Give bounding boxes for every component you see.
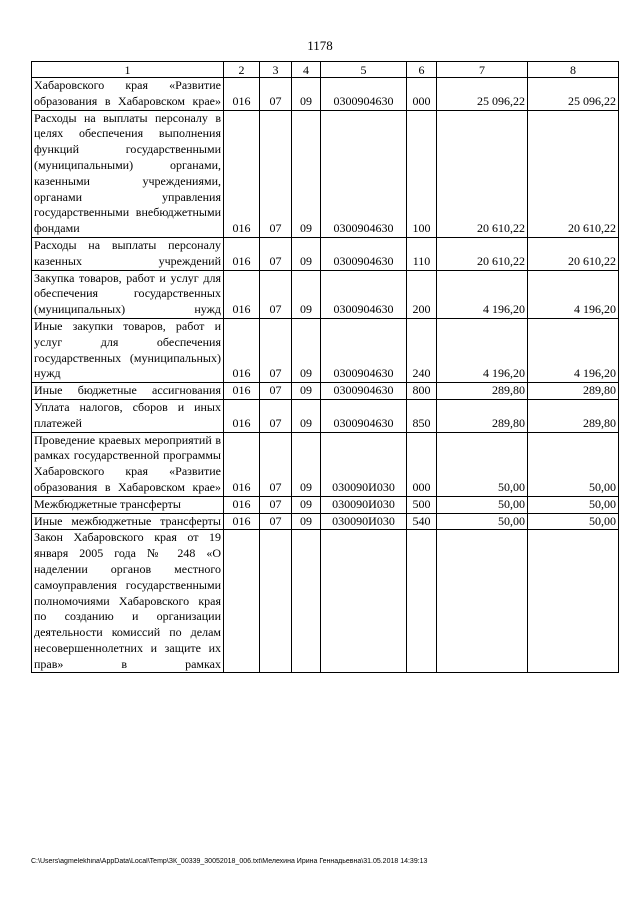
row-csr: 0300904630 <box>321 237 407 270</box>
row-sum-2: 289,80 <box>528 399 619 432</box>
row-rz <box>260 530 292 673</box>
row-name: Закон Хабаровского края от 19 января 2005 года № 248 «О наделении органов местного самоуправления государственными полномочиями Хабаровского края по созданию и организации деятельности комиссий по делам несовершеннолетних и защите их прав» в рамках <box>32 530 224 673</box>
row-gr: 016 <box>224 110 260 237</box>
row-rz: 07 <box>260 496 292 513</box>
row-sum-2: 4 196,20 <box>528 270 619 318</box>
row-pr: 09 <box>292 78 321 111</box>
table-row <box>32 399 619 432</box>
row-sum-1: 289,80 <box>437 399 528 432</box>
row-sum-1: 20 610,22 <box>437 237 528 270</box>
row-name: Расходы на выплаты персоналу в целях обеспечения выполнения функций государственными (муниципальными) органами, казенными учреждениями, органами управления государственными внебюджетными фондами <box>32 110 224 237</box>
row-gr: 016 <box>224 513 260 530</box>
header-col-4: 4 <box>292 62 321 78</box>
row-gr: 016 <box>224 318 260 382</box>
row-gr <box>224 530 260 673</box>
row-name: Уплата налогов, сборов и иных платежей <box>32 399 224 432</box>
header-col-5: 5 <box>321 62 407 78</box>
row-sum-2: 20 610,22 <box>528 110 619 237</box>
row-pr: 09 <box>292 270 321 318</box>
row-sum-1: 289,80 <box>437 383 528 400</box>
table-header-row <box>32 62 619 78</box>
row-rz: 07 <box>260 432 292 496</box>
row-vr: 540 <box>407 513 437 530</box>
row-name: Иные бюджетные ассигнования <box>32 383 224 400</box>
row-csr: 0300904630 <box>321 78 407 111</box>
row-vr <box>407 530 437 673</box>
row-sum-1: 4 196,20 <box>437 318 528 382</box>
row-name: Межбюджетные трансферты <box>32 496 224 513</box>
row-sum-2: 20 610,22 <box>528 237 619 270</box>
table-row <box>32 270 619 318</box>
row-csr: 0300904630 <box>321 383 407 400</box>
page-number: 1178 <box>307 38 333 53</box>
table-row <box>32 530 619 673</box>
row-pr: 09 <box>292 237 321 270</box>
row-pr <box>292 530 321 673</box>
row-vr: 500 <box>407 496 437 513</box>
row-vr: 100 <box>407 110 437 237</box>
table-row <box>32 432 619 496</box>
row-sum-2: 50,00 <box>528 432 619 496</box>
header-col-2: 2 <box>224 62 260 78</box>
row-rz: 07 <box>260 237 292 270</box>
row-sum-2: 50,00 <box>528 496 619 513</box>
table-row <box>32 496 619 513</box>
row-rz: 07 <box>260 399 292 432</box>
row-csr: 0300904630 <box>321 399 407 432</box>
row-gr: 016 <box>224 432 260 496</box>
row-sum-2: 289,80 <box>528 383 619 400</box>
row-gr: 016 <box>224 78 260 111</box>
row-csr: 030090И030 <box>321 432 407 496</box>
row-csr: 030090И030 <box>321 496 407 513</box>
row-sum-1 <box>437 530 528 673</box>
row-rz: 07 <box>260 513 292 530</box>
row-gr: 016 <box>224 399 260 432</box>
row-rz: 07 <box>260 78 292 111</box>
row-gr: 016 <box>224 496 260 513</box>
table-row <box>32 318 619 382</box>
row-name: Расходы на выплаты персоналу казенных учреждений <box>32 237 224 270</box>
row-sum-2: 25 096,22 <box>528 78 619 111</box>
row-rz: 07 <box>260 383 292 400</box>
row-vr: 850 <box>407 399 437 432</box>
row-pr: 09 <box>292 399 321 432</box>
header-col-1: 1 <box>32 62 224 78</box>
row-name: Иные закупки товаров, работ и услуг для обеспечения государственных (муниципальных) нужд <box>32 318 224 382</box>
row-pr: 09 <box>292 496 321 513</box>
row-sum-1: 4 196,20 <box>437 270 528 318</box>
row-rz: 07 <box>260 270 292 318</box>
row-csr: 0300904630 <box>321 110 407 237</box>
row-sum-1: 50,00 <box>437 432 528 496</box>
row-vr: 240 <box>407 318 437 382</box>
row-sum-1: 50,00 <box>437 513 528 530</box>
row-sum-1: 20 610,22 <box>437 110 528 237</box>
row-name: Закупка товаров, работ и услуг для обеспечения государственных (муниципальных) нужд <box>32 270 224 318</box>
row-gr: 016 <box>224 270 260 318</box>
row-name: Проведение краевых мероприятий в рамках государственной программы Хабаровского края «Развитие образования в Хабаровском крае» <box>32 432 224 496</box>
row-csr <box>321 530 407 673</box>
row-sum-2: 4 196,20 <box>528 318 619 382</box>
row-sum-2 <box>528 530 619 673</box>
row-sum-1: 50,00 <box>437 496 528 513</box>
row-gr: 016 <box>224 237 260 270</box>
row-sum-2: 50,00 <box>528 513 619 530</box>
row-pr: 09 <box>292 318 321 382</box>
row-vr: 110 <box>407 237 437 270</box>
table-row <box>32 237 619 270</box>
header-col-8: 8 <box>528 62 619 78</box>
row-pr: 09 <box>292 513 321 530</box>
file-path-footer: C:\Users\agmelekhina\AppData\Local\Temp\ЗК_00339_30052018_006.txt\Мелехина Ирина Геннадьевна\31.05.2018 14:39:13 <box>31 858 428 865</box>
row-pr: 09 <box>292 432 321 496</box>
table-row <box>32 110 619 237</box>
table-row <box>32 383 619 400</box>
row-pr: 09 <box>292 383 321 400</box>
row-sum-1: 25 096,22 <box>437 78 528 111</box>
row-vr: 000 <box>407 78 437 111</box>
header-col-6: 6 <box>407 62 437 78</box>
row-rz: 07 <box>260 318 292 382</box>
header-col-7: 7 <box>437 62 528 78</box>
row-csr: 0300904630 <box>321 270 407 318</box>
header-col-3: 3 <box>260 62 292 78</box>
row-rz: 07 <box>260 110 292 237</box>
row-gr: 016 <box>224 383 260 400</box>
row-vr: 000 <box>407 432 437 496</box>
row-pr: 09 <box>292 110 321 237</box>
row-name: Иные межбюджетные трансферты <box>32 513 224 530</box>
row-csr: 0300904630 <box>321 318 407 382</box>
row-name: Хабаровского края «Развитие образования в Хабаровском крае» <box>32 78 224 111</box>
budget-table <box>31 61 619 673</box>
row-vr: 200 <box>407 270 437 318</box>
row-csr: 030090И030 <box>321 513 407 530</box>
row-vr: 800 <box>407 383 437 400</box>
table-row <box>32 513 619 530</box>
table-row <box>32 78 619 111</box>
